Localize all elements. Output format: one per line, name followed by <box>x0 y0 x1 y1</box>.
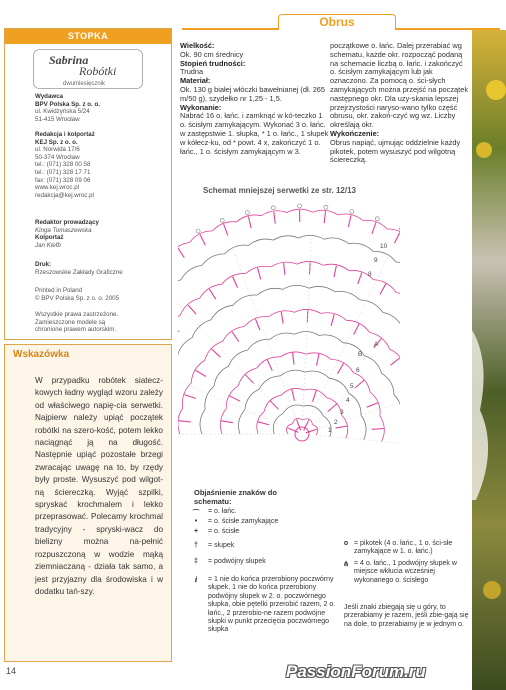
picot-mark <box>350 210 354 214</box>
picot-mark <box>245 211 249 215</box>
crochet-diagram <box>178 196 400 458</box>
spoke-line <box>316 435 400 453</box>
stitch-mark <box>354 324 360 335</box>
legend-item: = słupek <box>208 542 235 549</box>
chain-arc <box>387 229 400 240</box>
round-label: 2 <box>334 419 338 426</box>
stitch-mark <box>367 403 378 408</box>
stitch-mark <box>336 426 348 428</box>
spoke-line <box>178 355 289 428</box>
stitch-mark <box>179 421 191 422</box>
chain-arc <box>382 373 395 394</box>
chain-arc <box>283 285 309 289</box>
picot-mark <box>375 217 379 221</box>
article-header <box>182 14 500 30</box>
chain-arc <box>257 288 283 295</box>
logo-robotki: Robótki <box>79 64 117 78</box>
article-title: Obrus <box>278 14 396 30</box>
chain-arc <box>249 239 274 245</box>
stitch-mark <box>224 224 228 235</box>
column-2-text: początkowe o. łańc. Dalej przerabiać wg schematu, każde okr. rozpocząć podaną na schemacie liczbą o. łańc. i zakończyć o. ścisłym zamykającym lub jak oznaczono. Za pomocą o. ści-słych zamykających można przejść na początek następnego okr. Dla uzy-skania lepszej przejrzystości naryso-wano tylko część obrusu, okr. zakoń-czyć wg wz. Liczby określają okr. <box>330 41 469 130</box>
logo-subtitle: dwumiesięcznik <box>63 81 106 87</box>
stitch-mark <box>331 314 334 326</box>
col1-heading: Materiał: <box>180 76 211 86</box>
stitch-mark <box>221 421 233 423</box>
logo-sabrina: Sabrina <box>49 53 89 67</box>
article-column-2 <box>330 42 470 165</box>
tip-title: Wskazówka <box>13 349 70 360</box>
col1-heading: Wykonanie: <box>180 102 222 112</box>
chain-arc <box>273 236 298 240</box>
chain-arc <box>211 305 233 319</box>
col1-text: Ok. 90 cm średnicy <box>180 49 244 59</box>
chain-arc <box>324 238 349 244</box>
chain-arc <box>259 376 280 389</box>
legend-symbol: ⌒ <box>192 510 200 517</box>
stitch-mark <box>178 248 184 258</box>
stitch-mark <box>256 319 261 330</box>
legend-item: = o. ścisłe zamykające <box>208 518 279 525</box>
picot-mark <box>400 227 401 231</box>
stitch-mark <box>293 353 294 365</box>
col1-heading: Stopień trudności: <box>180 58 246 68</box>
sabrina-robotki-logo <box>33 49 143 89</box>
chain-arc <box>360 300 383 313</box>
legend-item: = podwójny słupek <box>208 558 266 565</box>
rights-block: Wszystkie prawa zastrzeżone. Zamieszczone modele są chronione prawem autorskim. <box>35 311 119 334</box>
col1-text: Ok. 130 g białej włóczki bawełnianej (dł. 265 m/50 g), szydełko nr 1,25 - 1,5. <box>180 84 326 103</box>
stitch-mark <box>390 358 400 365</box>
stitch-mark <box>188 305 196 314</box>
stitch-mark <box>233 277 238 288</box>
stitch-mark <box>292 389 295 401</box>
chain-arc <box>303 406 323 416</box>
stitch-mark <box>324 211 325 223</box>
legend-title: Objaśnienie znaków do schematu: <box>194 488 277 506</box>
chain-arc <box>225 245 249 254</box>
chain-arc <box>349 393 361 415</box>
scheme-title: Schemat mniejszej serwetki ze str. 12/13 <box>203 186 356 195</box>
chain-arc <box>396 262 400 276</box>
stitch-mark <box>372 429 384 430</box>
stitch-mark <box>184 395 195 399</box>
round-label: A <box>374 341 379 348</box>
stitch-mark <box>313 390 317 401</box>
round-label: 8 <box>368 271 372 278</box>
chain-arc <box>396 292 400 308</box>
copyright-block: Printed in Poland © BPV Polska Sp. z o. o. 2005 <box>35 287 120 302</box>
spoke-line <box>313 303 400 425</box>
chain-arc <box>178 338 192 359</box>
article-column-1 <box>180 42 330 156</box>
stitch-mark <box>395 233 400 244</box>
chain-arc <box>202 254 225 266</box>
chain-arc <box>214 366 229 386</box>
legend-item: = o. łańc. <box>208 508 237 515</box>
legend-symbol: ‡ <box>194 558 198 565</box>
stitch-mark <box>212 349 221 357</box>
stitch-mark <box>200 235 205 246</box>
chain-arc <box>280 370 305 376</box>
legend-item-right: = pikotek (4 o. łańc., 1 o. ści-słe zamykające w 1. o. łańc.) <box>354 540 453 556</box>
legend <box>188 488 498 668</box>
center-ring <box>295 427 309 441</box>
stitch-mark <box>281 312 283 324</box>
stitch-mark <box>230 396 241 402</box>
chain-arc <box>205 386 214 409</box>
tip-text: W przypadku robótek siatecz-kowych ładny wygląd wzoru zależy od właściwego napię-cia serwetki. Najpierw należy upiąć początek robótki na szero-kość, potem lekko naciągnąć ją na długość. Następnie upiąć pozostałe brzegi zwracając uwagę na to, by rzędy były proste. Wysuszyć pod wilgot-ną ściereczką. Wyjąć szpilki, spryskać krochmalem i lekko przeprasować. Polecamy krochmal tradycyjny - spryski-wacz do bielizny można na-pełnić rozpuszczoną w wodzie mąką ziemniaczaną - działa tak samo, a jest przyjazny dla środowiska i w dodatku tań-szy. <box>35 376 163 596</box>
stitch-mark <box>372 223 376 234</box>
stitch-mark <box>380 284 386 295</box>
chain-arc <box>364 356 381 374</box>
chain-arc <box>192 320 211 338</box>
legend-symbol: + <box>193 528 199 535</box>
stitch-mark <box>358 273 362 284</box>
chain-arc <box>319 335 343 343</box>
legend-symbol: † <box>194 542 198 549</box>
tip-panel <box>4 344 172 662</box>
chain-arc <box>200 409 205 434</box>
round-label: 3 <box>340 409 344 416</box>
chain-arc <box>178 316 180 336</box>
col1-text: Nabrać 16 o. łańc. i zamknąć w kó-teczko 1 o. ścisłym zamykającym. Wykonać 3 o. łańc. w zastępstwie 1. słupka, * 1 o. łańc., 1 słupek w kółecz-ku, od * powt. 4 x, zakończyć 1 o. łańc., 1 o. ścisłym zamykającym w 3. <box>180 111 329 156</box>
chain-arc <box>349 243 373 251</box>
stitch-mark <box>209 289 216 299</box>
legend-symbol: ⅈ <box>194 577 198 584</box>
page-number: 14 <box>6 666 17 676</box>
legend-note: Jeśli znaki zbiegają się u góry, to przerabiamy je razem, jeśli zbie-gają się na dole, to przerabiamy je w jednym o. <box>344 604 469 628</box>
chain-arc <box>178 280 181 297</box>
col1-heading: Wielkość: <box>180 41 215 50</box>
chain-arc <box>361 415 366 440</box>
website-link: www.kej.wroc.pl <box>35 184 80 192</box>
stitch-mark <box>258 268 261 280</box>
watermark: PassionForum.ru <box>286 662 426 681</box>
stitch-mark <box>258 422 270 425</box>
doily-photo-edge <box>472 30 506 690</box>
round-label: 4 <box>346 397 350 404</box>
round-label: 9 <box>374 257 378 264</box>
finishing-text: Obrus napiąć, ujmując oddzielnie każdy pikotek, potem wysuszyć pod wilgotną ściereczką. <box>330 137 461 165</box>
picot-mark <box>196 229 200 233</box>
editor-block: Redaktor prowadzący Kinga Tomaszewska Kolportaż Jan Klefb <box>35 219 99 249</box>
picot-mark <box>298 204 302 208</box>
stitch-mark <box>267 360 272 371</box>
chain-arc <box>394 395 400 419</box>
stitch-mark <box>274 212 276 224</box>
chain-arc <box>181 265 202 279</box>
chain-arc <box>245 389 259 410</box>
picot-mark <box>220 218 224 222</box>
legend-item: = o. ścisłe <box>208 528 240 535</box>
publisher-block: Wydawca BPV Polska Sp. z o. o. ul. Kwidzyńska 5/24 51-415 Wrocław <box>35 93 100 123</box>
stitch-mark <box>232 332 239 342</box>
editorial-block: Redakcja i kolportaż KEJ Sp. z o. o. ul. Norwida 17/6 50-374 Wrocław tel.: (071) 328 00 58 tel.: (071) 328 17 71 fax: (071) 328 09 06 www.kej.wroc.pl redakcja@kej.wroc.pl <box>35 131 169 199</box>
round-label: B <box>358 351 363 358</box>
chain-arc <box>270 333 294 339</box>
picot-mark <box>271 206 275 210</box>
email-link: redakcja@kej.wroc.pl <box>35 191 94 199</box>
col1-text: Trudna <box>180 67 204 77</box>
legend-symbol-right: ⋔ <box>343 561 349 568</box>
legend-symbol: • <box>194 518 198 525</box>
chain-arc <box>383 312 400 328</box>
stitch-mark <box>317 354 320 366</box>
stitch-mark <box>248 217 251 229</box>
stopka-panel <box>4 28 172 340</box>
finishing-heading: Wykończenie: <box>330 128 380 138</box>
chain-arc <box>329 378 349 393</box>
chain-arc <box>229 350 248 366</box>
stitch-mark <box>334 266 336 278</box>
round-label: 5 <box>350 383 354 390</box>
legend-item-right: = 4 o. łańc., 1 podwójny słupek w miejsce wkłucia wcześniej wykonanego o. ścisłego <box>354 560 457 584</box>
chain-arc <box>309 286 335 291</box>
stitch-mark <box>196 370 206 376</box>
stitch-mark <box>348 215 351 227</box>
chain-arc <box>335 291 360 300</box>
stitch-mark <box>178 324 179 332</box>
chain-arc <box>178 243 190 257</box>
chain-arc <box>239 410 245 434</box>
round-label: 10 <box>380 243 388 250</box>
print-block: Druk: Rzeszowskie Zakłady Graficzne <box>35 261 123 276</box>
picot-mark <box>324 205 328 209</box>
round-label: 6 <box>356 367 360 374</box>
stitch-mark <box>338 363 344 373</box>
stopka-header: STOPKA <box>5 29 171 44</box>
legend-symbol-right: o <box>343 540 349 547</box>
chain-arc <box>305 371 329 378</box>
chain-arc <box>248 339 270 350</box>
round-label: 1 <box>328 427 332 434</box>
legend-item: = 1 nie do końca przerobiony poczwórny słupek, 1 nie do końca przerobiony podwójny słupek w 2. o. poczwórnego słupka, obie pętelki przerobić razem, 2 o. łańc., 2 przerobio-ne razem podwójne słupki w punkt przecięcia poczwórnego słupka <box>208 576 336 634</box>
stitch-mark <box>284 263 285 275</box>
